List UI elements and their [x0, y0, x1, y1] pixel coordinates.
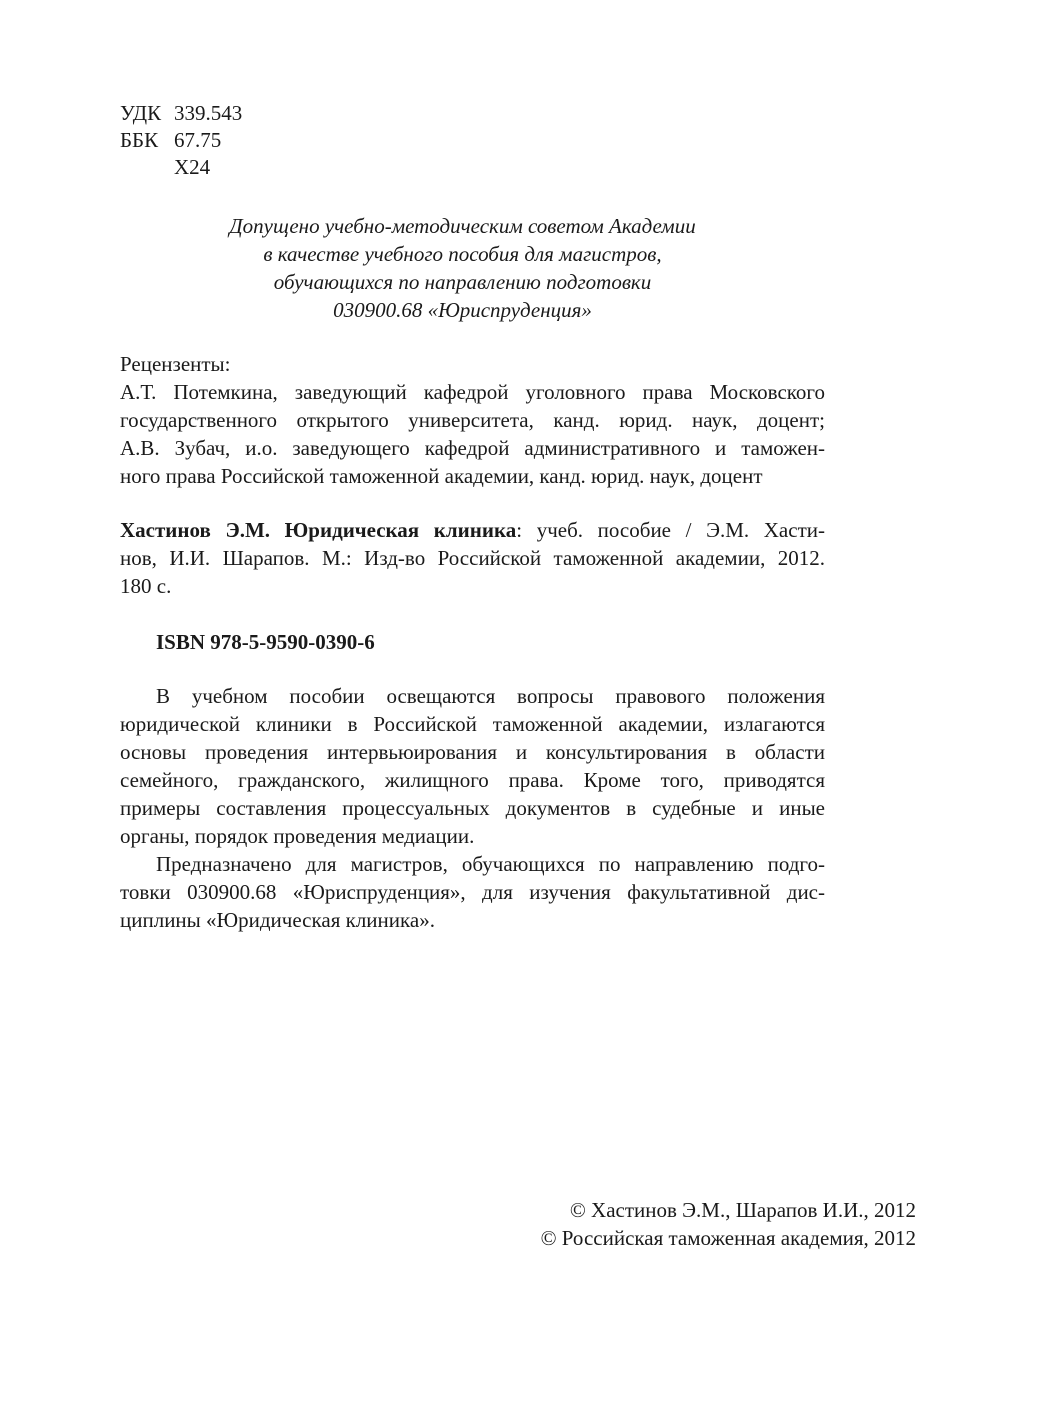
abstract-line: циплины «Юридическая клиника». [120, 908, 435, 932]
abstract-line: товки 030900.68 «Юриспруденция», для изучения факультативной дис- [120, 880, 825, 904]
reviewers-block [120, 350, 825, 490]
classification-codes [120, 100, 242, 181]
author-mark-label [120, 154, 174, 181]
biblio-line-1 [120, 516, 825, 544]
abstract-line: семейного, гражданского, жилищного права. Кроме того, приводятся [120, 768, 825, 792]
isbn: ISBN 978-5-9590-0390-6 [156, 630, 375, 654]
abstract-line: основы проведения интервьюирования и консультирования в области [120, 740, 825, 764]
biblio-line-2: нов, И.И. Шарапов. М.: Изд-во Российской таможенной академии, 2012. [120, 546, 825, 570]
approval-line: 030900.68 «Юриспруденция» [333, 298, 592, 322]
approval-line: в качестве учебного пособия для магистров, [263, 242, 662, 266]
abstract-line: В учебном пособии освещаются вопросы правового положения [156, 684, 825, 708]
reviewers-heading: Рецензенты: [120, 352, 231, 376]
approval-line: обучающихся по направлению подготовки [273, 270, 652, 294]
abstract-line: Предназначено для магистров, обучающихся по направлению подго- [156, 852, 825, 876]
copyright-authors: © Хастинов Э.М., Шарапов И.И., 2012 [569, 1198, 916, 1222]
abstract-line: юридической клиники в Российской таможенной академии, излагаются [120, 712, 825, 736]
bibliographic-entry [120, 516, 825, 600]
udk-label: УДК [120, 101, 162, 125]
approval-statement [120, 212, 805, 324]
bbk-label: ББК [120, 128, 159, 152]
copyright-academy: © Российская таможенная академия, 2012 [540, 1226, 916, 1250]
reviewer-line: государственного открытого университета, канд. юрид. наук, доцент; [120, 408, 825, 432]
author-mark-row [120, 154, 242, 181]
abstract-line: примеры составления процессуальных документов в судебные и иные [120, 796, 825, 820]
bbk-value: 67.75 [174, 128, 222, 152]
biblio-title: Хастинов Э.М. Юридическая клиника [120, 518, 517, 542]
abstract-line: органы, порядок проведения медиации. [120, 824, 475, 848]
reviewer-line: ного права Российской таможенной академии, канд. юрид. наук, доцент [120, 464, 763, 488]
copyright-block [541, 1196, 916, 1252]
udk-value: 339.543 [174, 101, 243, 125]
bbk-row [120, 127, 242, 154]
abstract [120, 682, 825, 934]
approval-line: Допущено учебно-методическим советом Академии [229, 214, 696, 238]
udk-row [120, 100, 242, 127]
reviewer-line: А.Т. Потемкина, заведующий кафедрой уголовного права Московского [120, 380, 825, 404]
reviewer-line: А.В. Зубач, и.о. заведующего кафедрой административного и таможен- [120, 436, 825, 460]
biblio-line-1-rest: : учеб. пособие / Э.М. Хасти- [516, 518, 825, 542]
biblio-line-3: 180 с. [120, 574, 172, 598]
author-mark-value: Х24 [174, 155, 211, 179]
